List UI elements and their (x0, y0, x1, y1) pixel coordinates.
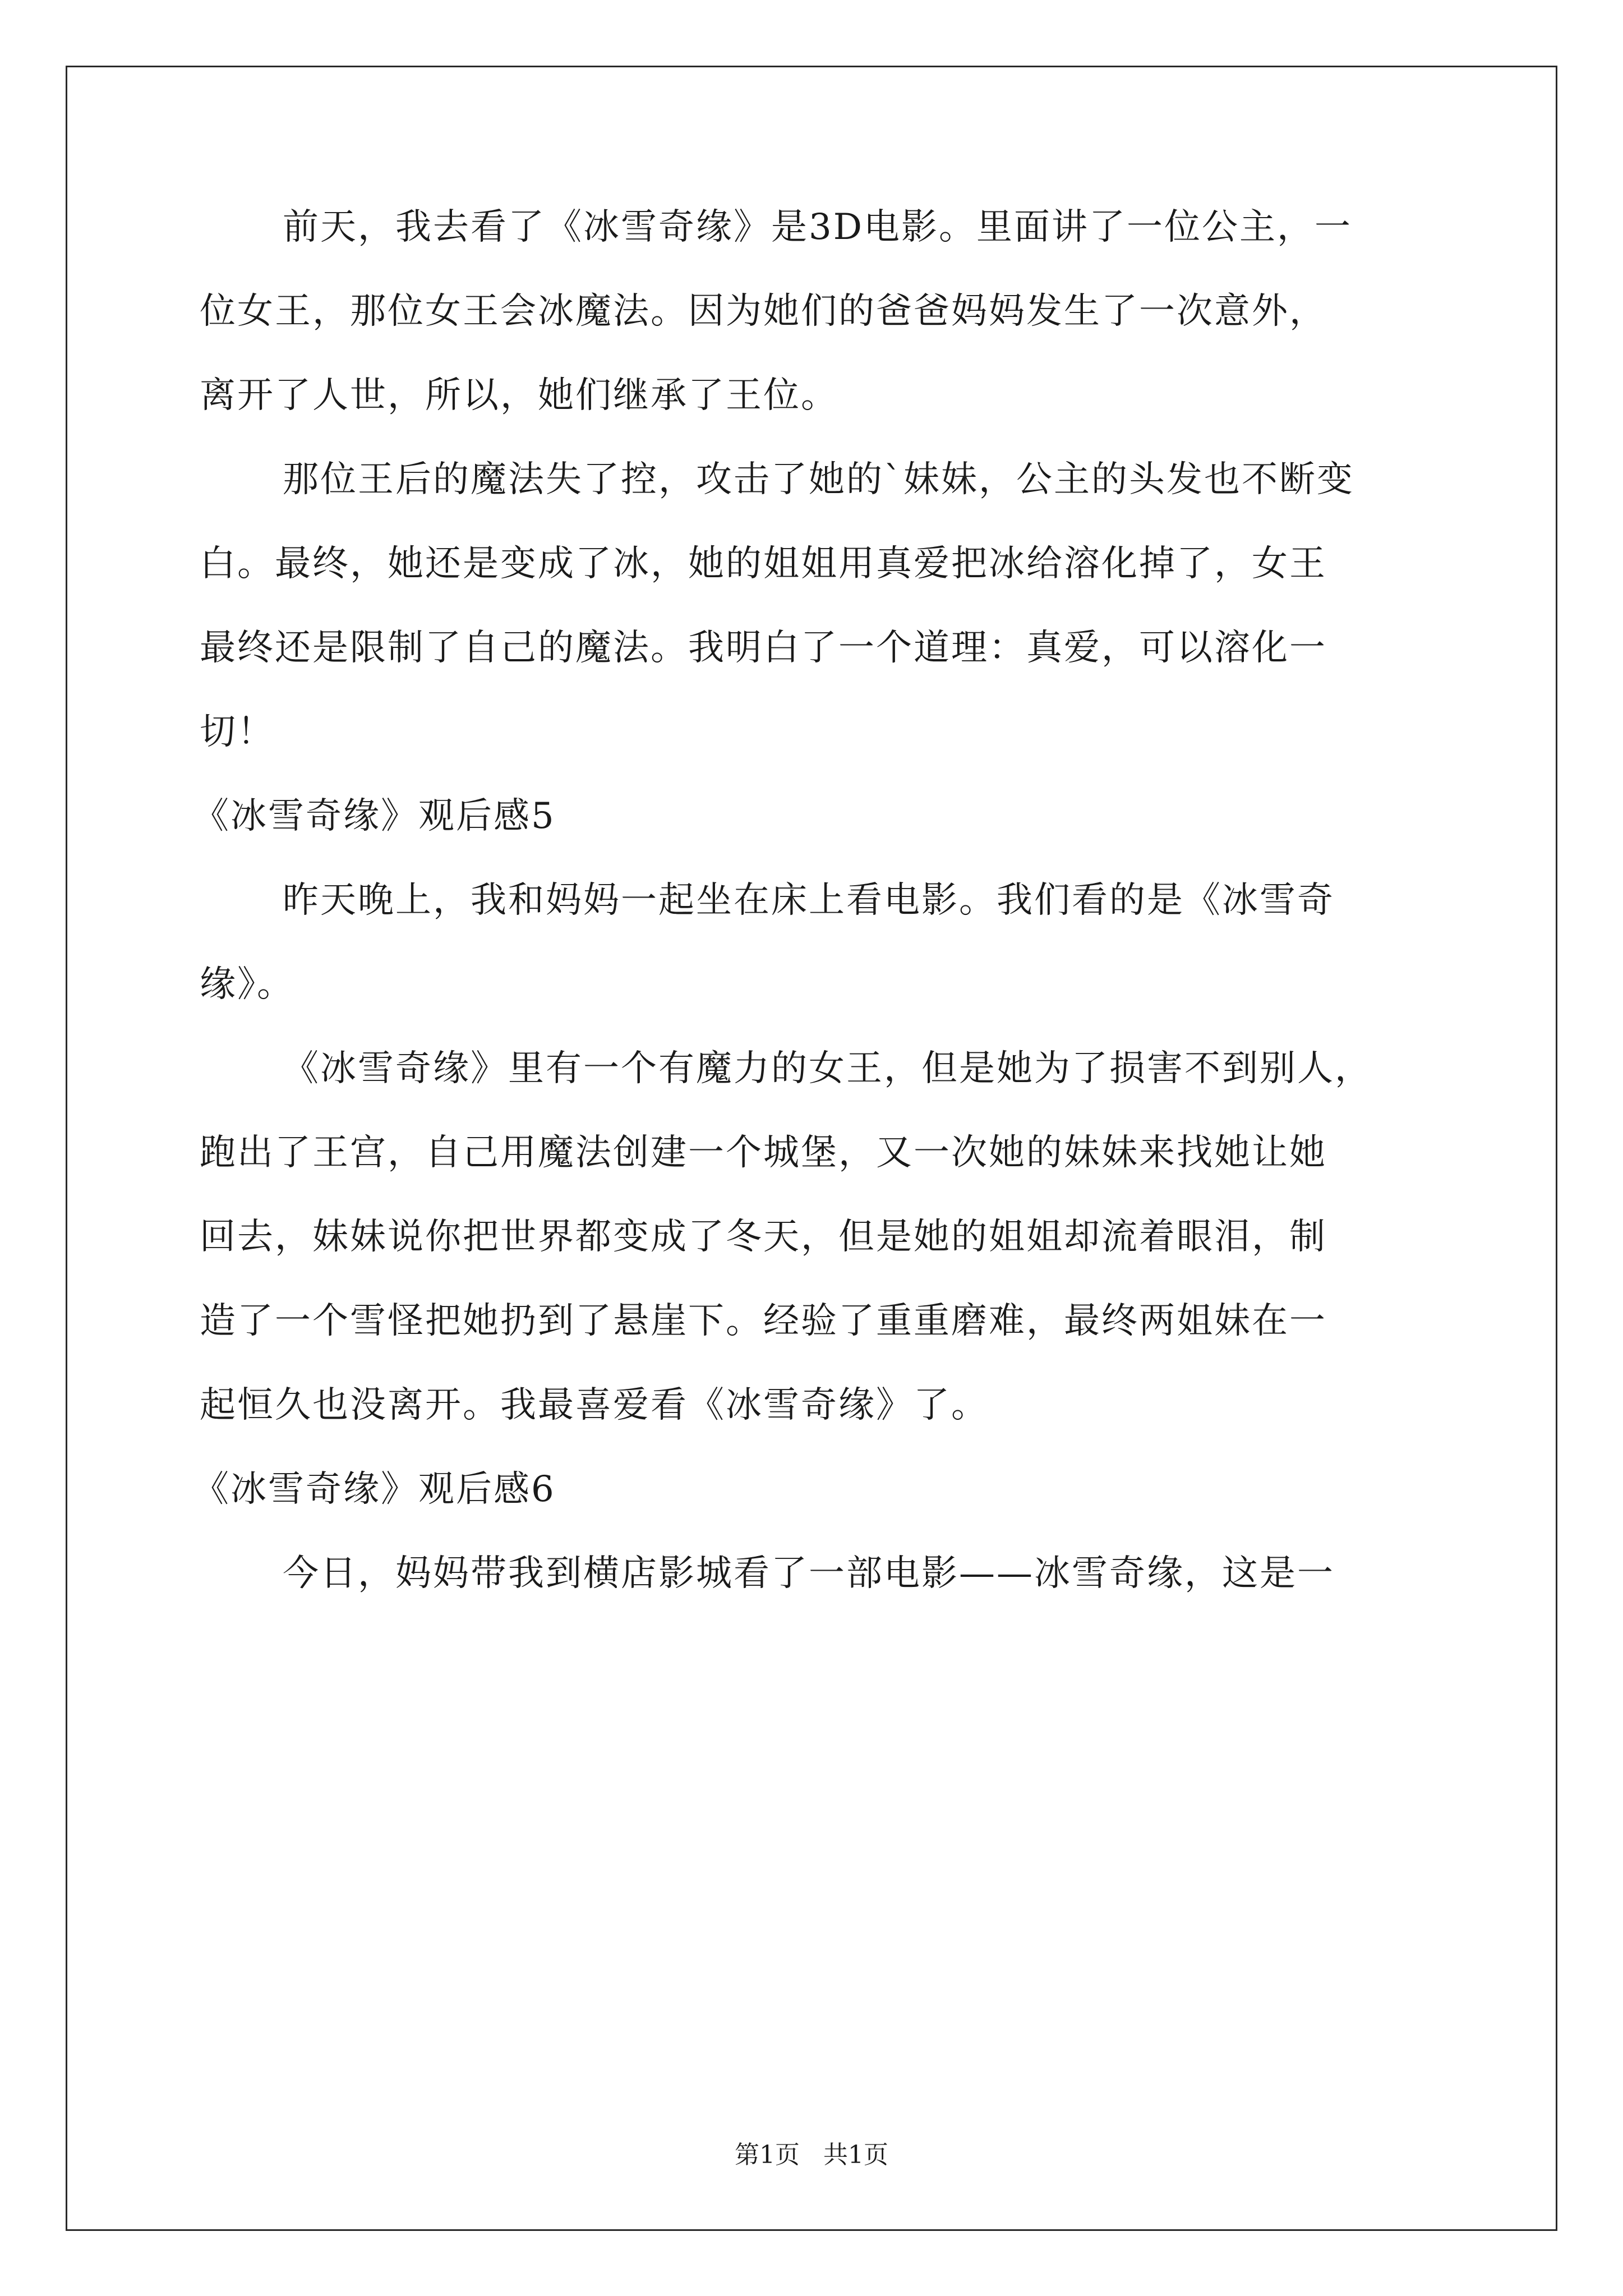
paragraph-line: 《冰雪奇缘》里有一个有魔力的女王，但是她为了损害不到别人， (283, 1048, 1372, 1089)
paragraph-line: 白。最终，她还是变成了冰，她的姐姐用真爱把冰给溶化掉了，女王 (200, 543, 1327, 585)
paragraph-line: 造了一个雪怪把她扔到了悬崖下。经验了重重磨难，最终两姐妹在一 (200, 1300, 1327, 1342)
paragraph-line: 起恒久也没离开。我最喜爱看《冰雪奇缘》了。 (200, 1384, 989, 1426)
paragraph-line: 前天，我去看了《冰雪奇缘》是3D电影。里面讲了一位公主，一 (283, 206, 1353, 248)
document-body (193, 185, 1430, 1616)
paragraph-line: 今日，妈妈带我到横店影城看了一部电影——冰雪奇缘，这是一 (283, 1553, 1335, 1594)
page-number: 第1页 (735, 2141, 800, 2169)
paragraph-line: 切！ (200, 711, 275, 753)
paragraph-line: 离开了人世，所以，她们继承了王位。 (200, 375, 838, 416)
paragraph-line: 昨天晚上，我和妈妈一起坐在床上看电影。我们看的是《冰雪奇 (283, 880, 1335, 921)
paragraph-line: 最终还是限制了自己的魔法。我明白了一个道理：真爱，可以溶化一 (200, 627, 1327, 669)
paragraph-line: 那位王后的魔法失了控，攻击了她的`妹妹，公主的头发也不断变 (283, 459, 1354, 500)
paragraph-line: 位女王，那位女王会冰魔法。因为她们的爸爸妈妈发生了一次意外， (200, 291, 1327, 332)
paragraph-line: 跑出了王宫，自己用魔法创建一个城堡，又一次她的妹妹来找她让她 (200, 1132, 1327, 1174)
paragraph-line: 回去，妹妹说你把世界都变成了冬天，但是她的姐姐却流着眼泪，制 (200, 1216, 1327, 1258)
page-footer (0, 2138, 1623, 2172)
section-heading: 《冰雪奇缘》观后感5 (193, 795, 556, 837)
page-total: 共1页 (823, 2141, 888, 2169)
paragraph-line: 缘》。 (200, 964, 294, 1005)
section-heading: 《冰雪奇缘》观后感6 (193, 1469, 556, 1510)
